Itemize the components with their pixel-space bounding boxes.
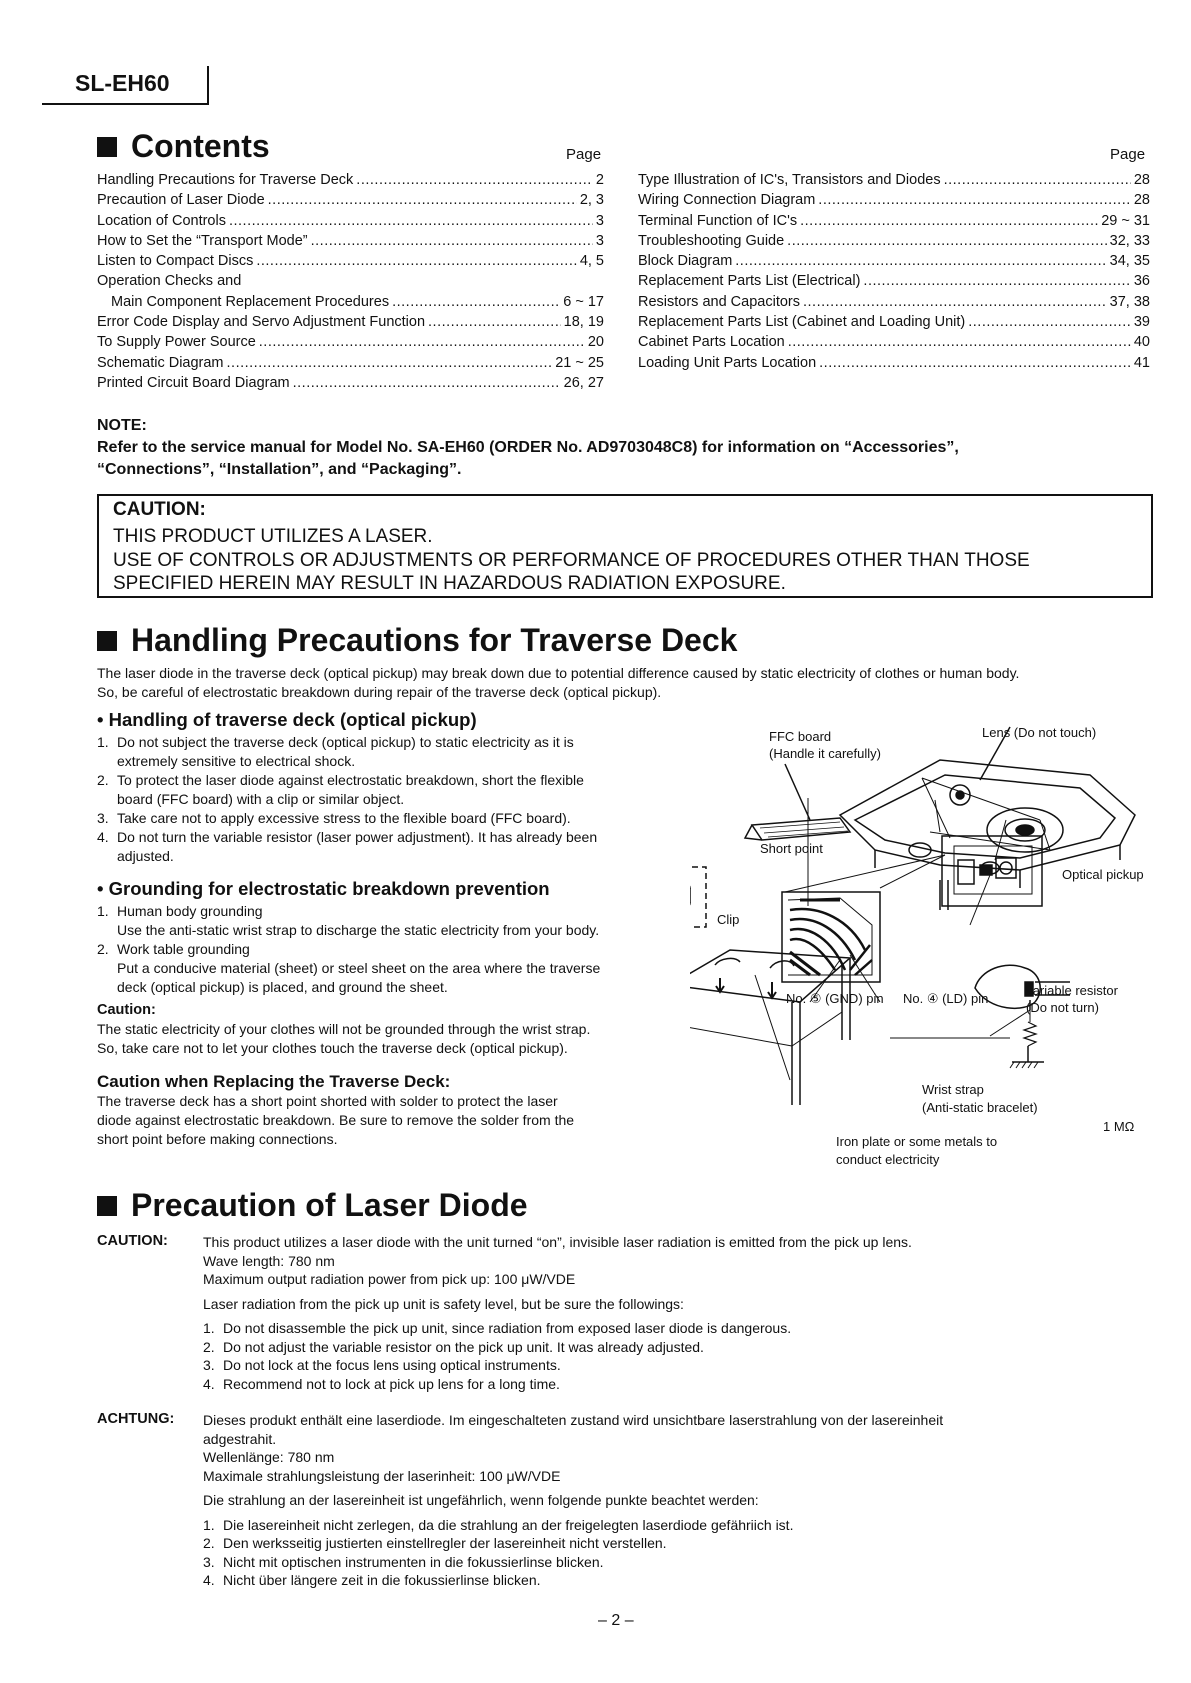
contents-entry	[638, 332, 1150, 352]
achtung-line-1: Dieses produkt enthält eine laserdiode. Im eingeschalteten zustand wird unsichtbare laserstrahlung von der lasereinheit	[203, 1412, 944, 1428]
laser-caution-block	[203, 1233, 1163, 1393]
caution-box-title: CAUTION:	[113, 499, 206, 520]
label-variable-resistor: Variable resistor	[1025, 983, 1118, 998]
dot-leader	[944, 170, 1131, 190]
laser-caution-text: This product utilizes a laser diode with the unit turned “on”, invisible laser radiation is emitted from the pick up lens.	[203, 1234, 912, 1250]
list-item-text	[117, 733, 574, 771]
list-item	[97, 902, 687, 940]
contents-entry-title: Block Diagram	[638, 253, 733, 270]
list-item-line: deck (optical pickup) is placed, and ground the sheet.	[117, 979, 448, 995]
list-item-number: 4.	[203, 1375, 215, 1392]
list-item-number: 1.	[97, 903, 109, 919]
contents-entry-page: 4, 5	[579, 253, 604, 270]
contents-entry-title: Replacement Parts List (Cabinet and Loading Unit)	[638, 314, 966, 331]
achtung-max-power: Maximale strahlungsleistung der laserinheit: 100 μW/VDE	[203, 1467, 561, 1484]
list-item	[203, 1553, 1163, 1572]
label-ld-pin: No. ④ (LD) pin	[903, 991, 989, 1006]
work-table-drawing	[690, 950, 850, 1105]
list-item-text	[117, 902, 599, 940]
list-item-line: Take care not to apply excessive stress to the flexible board (FFC board).	[117, 810, 571, 826]
list-item-text	[223, 1534, 667, 1553]
contents-entry	[638, 170, 1150, 190]
contents-entry-title: Replacement Parts List (Electrical)	[638, 273, 861, 290]
label-conduct-electricity: conduct electricity	[836, 1152, 940, 1167]
list-item-line: Nicht über längere zeit in die fokussierlinse blicken.	[223, 1572, 541, 1588]
vr-leader	[970, 875, 990, 925]
contents-entry	[638, 231, 1150, 251]
dot-leader	[787, 231, 1107, 251]
list-item-line: board (FFC board) with a clip or similar object.	[117, 791, 405, 807]
caution-box-line-1: THIS PRODUCT UTILIZES A LASER.	[113, 526, 433, 547]
list-item-line: Human body grounding	[117, 903, 263, 919]
achtung-strahlung-text: Die strahlung an der lasereinheit ist ungefährlich, wenn folgende punkte beachtet werden:	[203, 1492, 759, 1508]
square-bullet-icon	[97, 137, 117, 157]
label-do-not-turn: (Do not turn)	[1026, 1000, 1099, 1015]
achtung-items-list	[203, 1516, 1163, 1590]
contents-entry-title: Terminal Function of IC's	[638, 212, 798, 229]
list-item	[203, 1534, 1163, 1553]
list-item-line: Die lasereinheit nicht zerlegen, da die strahlung an der freigelegten laserdiode gefähriich ist.	[223, 1516, 794, 1533]
list-item-line: Recommend not to lock at pick up lens for a long time.	[223, 1375, 560, 1392]
contents-entry	[97, 170, 604, 190]
contents-entry-page: 26, 27	[563, 374, 604, 391]
list-item-number: 2.	[203, 1535, 215, 1551]
dot-leader	[293, 373, 561, 393]
list-item-text	[223, 1319, 791, 1338]
list-item	[203, 1375, 1163, 1394]
list-item	[203, 1319, 1163, 1338]
label-iron-plate: Iron plate or some metals to	[836, 1134, 998, 1149]
handling-caution-line-1: The static electricity of your clothes will not be grounded through the wrist strap.	[97, 1021, 591, 1037]
square-bullet-icon	[97, 1196, 117, 1216]
caution-box-line-2: USE OF CONTROLS OR ADJUSTMENTS OR PERFORMANCE OF PROCEDURES OTHER THAN THOSE	[113, 549, 1030, 571]
label-gnd-pin: No. ⑤ (GND) pin	[786, 991, 884, 1006]
dot-leader	[311, 231, 593, 251]
contents-entry	[97, 271, 604, 291]
list-item-text	[223, 1571, 541, 1590]
contents-entry-page: 36	[1133, 273, 1150, 290]
grounding-list	[97, 902, 687, 997]
list-item-text	[117, 828, 597, 866]
list-item-text	[223, 1356, 561, 1375]
wrist-strap-drawing	[890, 965, 1070, 1068]
contents-entry-page: 3	[595, 212, 604, 229]
list-item-number: 1.	[97, 734, 109, 750]
replace-line-2: diode against electrostatic breakdown. Be sure to remove the solder from the	[97, 1112, 575, 1128]
dot-leader	[256, 251, 576, 271]
handling-intro-line-2: So, be careful of electrostatic breakdown during repair of the traverse deck (optical pickup).	[97, 684, 662, 700]
contents-entry-title: Cabinet Parts Location	[638, 334, 785, 351]
contents-entry	[97, 373, 604, 393]
optical-pickup-leader	[995, 820, 1006, 860]
dot-leader	[356, 170, 593, 190]
contents-entry	[97, 251, 604, 271]
handling-left-column	[97, 709, 687, 1149]
contents-entry-title: Schematic Diagram	[97, 354, 224, 371]
contents-title: Contents	[131, 128, 270, 164]
contents-entry-page: 28	[1133, 172, 1150, 188]
label-short-point: Short point	[760, 841, 823, 856]
dot-leader	[229, 211, 593, 231]
caution-box-line-3: SPECIFIED HEREIN MAY RESULT IN HAZARDOUS RADIATION EXPOSURE.	[113, 573, 786, 594]
contents-entry-title: Error Code Display and Servo Adjustment Function	[97, 314, 426, 331]
list-item	[97, 771, 687, 809]
contents-entry-page: 34, 35	[1109, 253, 1150, 270]
note-line-2: “Connections”, “Installation”, and “Packaging”.	[97, 461, 462, 478]
achtung-block	[203, 1411, 1163, 1590]
list-item-number: 3.	[97, 810, 109, 826]
contents-entry-page: 2	[595, 172, 604, 188]
laser-wave-length: Wave length: 780 nm	[203, 1252, 335, 1269]
header-rule	[42, 103, 209, 105]
laser-safety-text: Laser radiation from the pick up unit is safety level, but be sure the followings:	[203, 1295, 684, 1312]
list-item-line: Use the anti-static wrist strap to discharge the static electricity from your body.	[117, 922, 600, 938]
list-item-line: Do not adjust the variable resistor on the pick up unit. It was already adjusted.	[223, 1338, 704, 1355]
laser-caution-box	[97, 494, 1153, 598]
contents-entry-title: Operation Checks and	[97, 273, 242, 290]
handling-heading	[97, 622, 737, 659]
contents-entry-page: 18, 19	[563, 314, 604, 331]
list-item	[203, 1571, 1163, 1590]
contents-entry-title: Location of Controls	[97, 212, 226, 229]
list-item	[97, 940, 687, 997]
list-item-line: Put a conducive material (sheet) or steel sheet on the area where the traverse	[117, 960, 601, 976]
dot-leader	[268, 190, 577, 210]
handling-intro	[97, 664, 1167, 702]
label-lens: Lens (Do not touch)	[982, 725, 1097, 740]
list-item-text	[117, 771, 584, 809]
contents-entry	[97, 312, 604, 332]
replace-line-1: The traverse deck has a short point shorted with solder to protect the laser	[97, 1093, 558, 1109]
contents-entry	[97, 190, 604, 210]
list-item-text	[117, 940, 600, 997]
contents-entry-title: Troubleshooting Guide	[638, 232, 785, 249]
list-item-number: 1.	[203, 1516, 215, 1533]
list-item-number: 3.	[203, 1357, 215, 1373]
traverse-deck-drawing	[840, 760, 1135, 910]
contents-heading	[97, 128, 270, 165]
contents-entry	[97, 353, 604, 373]
contents-entry-page: 20	[587, 334, 604, 351]
contents-entry-page: 3	[595, 232, 604, 249]
page-number: – 2 –	[598, 1612, 634, 1629]
handling-caution-label: Caution:	[97, 1002, 156, 1018]
list-item-text	[223, 1516, 793, 1535]
contents-entry-page: 2, 3	[579, 192, 604, 209]
laser-title: Precaution of Laser Diode	[131, 1187, 528, 1223]
contents-entry-title: Main Component Replacement Procedures	[111, 293, 390, 310]
subheading-handling-deck: • Handling of traverse deck (optical pickup)	[97, 709, 477, 730]
dot-leader	[735, 251, 1106, 271]
contents-entry-title: Resistors and Capacitors	[638, 293, 800, 310]
list-item	[203, 1356, 1163, 1375]
model-number: SL-EH60	[75, 70, 170, 96]
contents-entry	[638, 353, 1150, 373]
contents-entry-title: To Supply Power Source	[97, 334, 256, 351]
dot-leader	[428, 312, 561, 332]
label-clip: Clip	[717, 912, 740, 927]
contents-entry-page: 28	[1133, 192, 1150, 209]
dot-leader	[259, 332, 585, 352]
handling-title: Handling Precautions for Traverse Deck	[131, 622, 738, 658]
list-item-number: 2.	[203, 1338, 215, 1355]
header-divider	[207, 66, 209, 105]
contents-entry-page: 32, 33	[1109, 232, 1150, 249]
list-item-line: Nicht mit optischen instrumenten in die fokussierlinse blicken.	[223, 1553, 604, 1570]
contents-entry-title: Loading Unit Parts Location	[638, 354, 817, 371]
contents-entry	[638, 271, 1150, 291]
contents-list-right	[638, 170, 1150, 373]
note-label: NOTE:	[97, 417, 147, 434]
label-wrist-strap: Wrist strap	[922, 1082, 984, 1097]
contents-entry-title: Precaution of Laser Diode	[97, 192, 265, 209]
contents-entry	[638, 211, 1150, 231]
dot-leader	[803, 292, 1107, 312]
list-item-text	[117, 809, 571, 828]
list-item-line: Work table grounding	[117, 941, 250, 957]
page-column-label-right: Page	[1110, 146, 1146, 163]
contents-entry-page: 21 ~ 25	[555, 354, 604, 371]
list-item-line: Do not lock at the focus lens using optical instruments.	[223, 1357, 561, 1373]
note-block	[97, 415, 1157, 481]
dot-leader	[227, 353, 553, 373]
list-item	[97, 809, 687, 828]
laser-heading	[97, 1187, 528, 1224]
ffc-leader-line	[785, 764, 810, 820]
dot-leader	[968, 312, 1131, 332]
laser-max-power: Maximum output radiation power from pick up: 100 μW/VDE	[203, 1271, 576, 1287]
list-item-line: Do not disassemble the pick up unit, since radiation from exposed laser diode is dangerous.	[223, 1320, 792, 1336]
contents-entry-title: Type Illustration of IC's, Transistors and Diodes	[638, 172, 941, 188]
contents-entry-page: 41	[1133, 354, 1150, 371]
contents-entry-title: Wiring Connection Diagram	[638, 192, 816, 209]
dot-leader	[788, 332, 1131, 352]
contents-entry-title: Listen to Compact Discs	[97, 253, 254, 270]
dot-leader	[392, 292, 560, 312]
note-line-1: Refer to the service manual for Model No. SA-EH60 (ORDER No. AD9703048C8) for information on “Accessories”,	[97, 439, 959, 456]
list-item-number: 2.	[97, 772, 109, 788]
laser-items-list	[203, 1319, 1163, 1393]
list-item-text	[223, 1338, 704, 1357]
square-bullet-icon	[97, 631, 117, 651]
list-item-number: 4.	[203, 1572, 215, 1588]
laser-caution-key: CAUTION:	[97, 1233, 168, 1249]
dot-leader	[800, 211, 1098, 231]
list-item-line: Do not turn the variable resistor (laser power adjustment). It has already been	[117, 829, 598, 845]
contents-list-left	[97, 170, 604, 393]
list-item-number: 4.	[97, 829, 109, 845]
traverse-deck-illustration	[690, 720, 1150, 1170]
list-item-number: 3.	[203, 1553, 215, 1570]
handling-caution-line-2: So, take care not to let your clothes touch the traverse deck (optical pickup).	[97, 1040, 568, 1056]
list-item-line: adjusted.	[117, 848, 174, 864]
list-item-line: To protect the laser diode against electrostatic breakdown, short the flexible	[117, 772, 584, 788]
list-item-text	[223, 1375, 560, 1394]
list-item-number: 2.	[97, 941, 109, 957]
dot-leader	[819, 353, 1131, 373]
contents-entry-page: 40	[1133, 334, 1150, 351]
list-item-number: 1.	[203, 1320, 215, 1336]
list-item	[97, 828, 687, 866]
label-1-megaohm: 1 MΩ	[1103, 1119, 1135, 1134]
label-ffc-handle: (Handle it carefully)	[769, 746, 881, 761]
replace-deck-heading: Caution when Replacing the Traverse Deck:	[97, 1072, 451, 1091]
contents-entry	[638, 251, 1150, 271]
contents-entry	[97, 231, 604, 251]
achtung-key: ACHTUNG:	[97, 1411, 175, 1427]
contents-entry-title: Handling Precautions for Traverse Deck	[97, 172, 354, 188]
short-point-closeup	[782, 798, 880, 1002]
list-item	[203, 1516, 1163, 1535]
clip-drawing	[690, 867, 706, 927]
contents-entry-page: 37, 38	[1109, 293, 1150, 310]
handling-deck-list	[97, 733, 687, 866]
page-column-label-left: Page	[566, 146, 602, 163]
achtung-line-2: adgestrahit.	[203, 1430, 277, 1447]
list-item-line: extremely sensitive to electrical shock.	[117, 753, 356, 769]
list-item-line: Den werksseitig justierten einstellregler der lasereinheit nicht verstellen.	[223, 1535, 667, 1551]
contents-entry-page: 6 ~ 17	[563, 293, 604, 310]
dot-leader	[818, 190, 1131, 210]
label-ffc-board: FFC board	[769, 729, 832, 744]
subheading-grounding: • Grounding for electrostatic breakdown prevention	[97, 878, 550, 899]
label-optical-pickup: Optical pickup	[1062, 867, 1144, 882]
label-anti-static-bracelet: (Anti-static bracelet)	[922, 1100, 1038, 1115]
contents-entry-page: 29 ~ 31	[1101, 212, 1150, 229]
contents-entry	[97, 332, 604, 352]
contents-entry-page: 39	[1133, 314, 1150, 331]
contents-entry	[97, 292, 604, 312]
contents-entry	[638, 312, 1150, 332]
dot-leader	[863, 271, 1130, 291]
contents-entry-title: How to Set the “Transport Mode”	[97, 232, 308, 249]
contents-entry-title: Printed Circuit Board Diagram	[97, 374, 290, 391]
list-item	[203, 1338, 1163, 1357]
list-item-line: Do not subject the traverse deck (optical pickup) to static electricity as it is	[117, 734, 574, 750]
ffc-board-drawing	[745, 818, 850, 840]
list-item-text	[223, 1553, 604, 1572]
achtung-wave-length: Wellenlänge: 780 nm	[203, 1449, 335, 1465]
list-item	[97, 733, 687, 771]
contents-entry	[97, 211, 604, 231]
contents-entry	[638, 190, 1150, 210]
handling-intro-line-1: The laser diode in the traverse deck (optical pickup) may break down due to potential difference caused by static electricity of clothes or human body.	[97, 665, 1020, 681]
contents-entry	[638, 292, 1150, 312]
replace-line-3: short point before making connections.	[97, 1131, 338, 1147]
